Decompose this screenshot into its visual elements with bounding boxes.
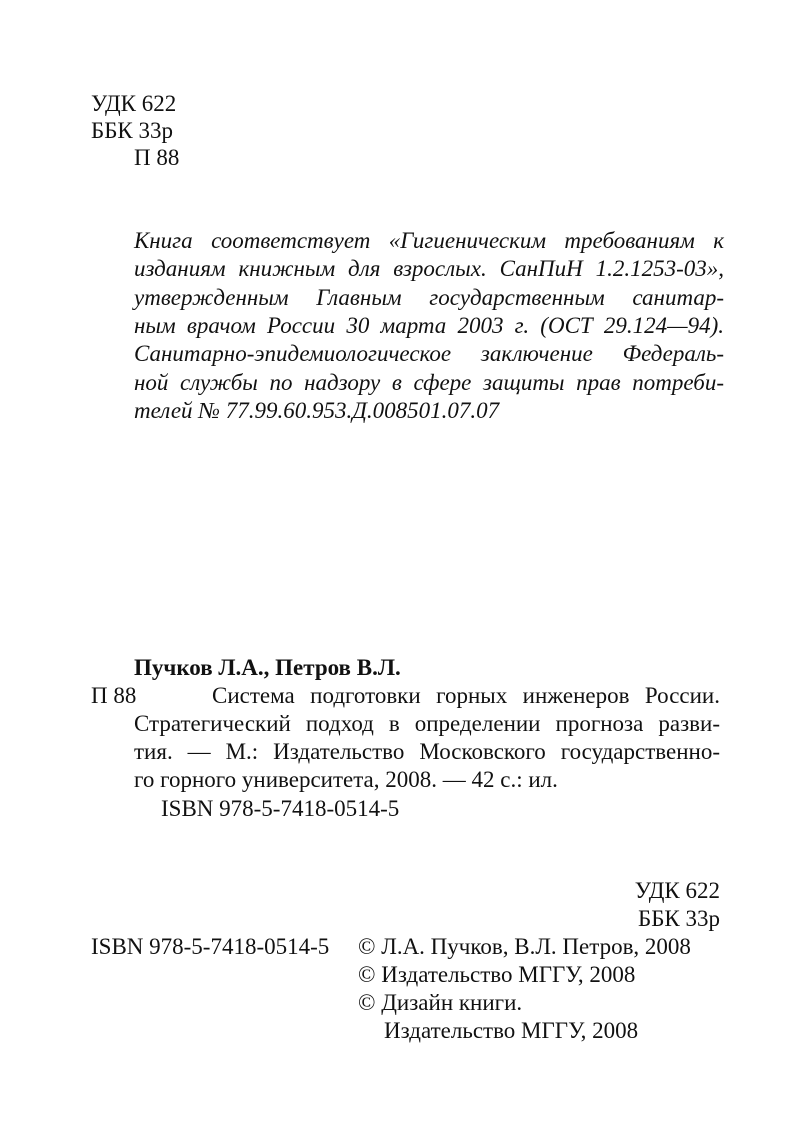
udk-code-bottom: УДК 622 — [634, 878, 720, 903]
hygiene-notice-line: изданиям книжным для взрослых. СанПиН 1.2.1253-03», — [134, 256, 724, 281]
copyright-isbn: ISBN 978-5-7418-0514-5 — [91, 934, 330, 959]
udk-code-top: УДК 622 — [91, 91, 177, 116]
record-description-line: го горного университета, 2008. — 42 с.: ил. — [134, 767, 558, 792]
copyright-line: Издательство МГГУ, 2008 — [384, 1018, 639, 1043]
hygiene-notice-line: Книга соответствует «Гигиеническим требованиям к — [134, 228, 724, 253]
author-mark-top: П 88 — [134, 145, 180, 170]
hygiene-notice-line: утвержденным Главным государственным санитар- — [134, 285, 724, 310]
hygiene-notice-line: ной службы по надзору в сфере защиты прав потреби- — [134, 370, 724, 395]
hygiene-notice-line: телей № 77.99.60.953.Д.008501.07.07 — [134, 398, 500, 423]
hygiene-notice-line: Санитарно-эпидемиологическое заключение Федераль- — [134, 341, 724, 366]
copyright-line: © Л.А. Пучков, В.Л. Петров, 2008 — [358, 934, 691, 959]
hygiene-notice-line: ным врачом России 30 марта 2003 г. (ОСТ 29.124—94). — [134, 313, 724, 338]
record-author-mark: П 88 — [91, 683, 137, 708]
record-isbn: ISBN 978-5-7418-0514-5 — [161, 796, 400, 821]
copyright-line: © Дизайн книги. — [358, 990, 523, 1015]
bbk-code-top: ББК 33р — [91, 118, 174, 143]
record-description-line: Система подготовки горных инженеров России. — [212, 683, 720, 708]
copyright-line: © Издательство МГГУ, 2008 — [358, 962, 636, 987]
bbk-code-bottom: ББК 33р — [637, 906, 720, 931]
record-description-line: тия. — М.: Издательство Московского государственно- — [134, 739, 720, 764]
record-description-line: Стратегический подход в определении прогноза разви- — [134, 711, 720, 736]
record-authors: Пучков Л.А., Петров В.Л. — [134, 655, 401, 680]
